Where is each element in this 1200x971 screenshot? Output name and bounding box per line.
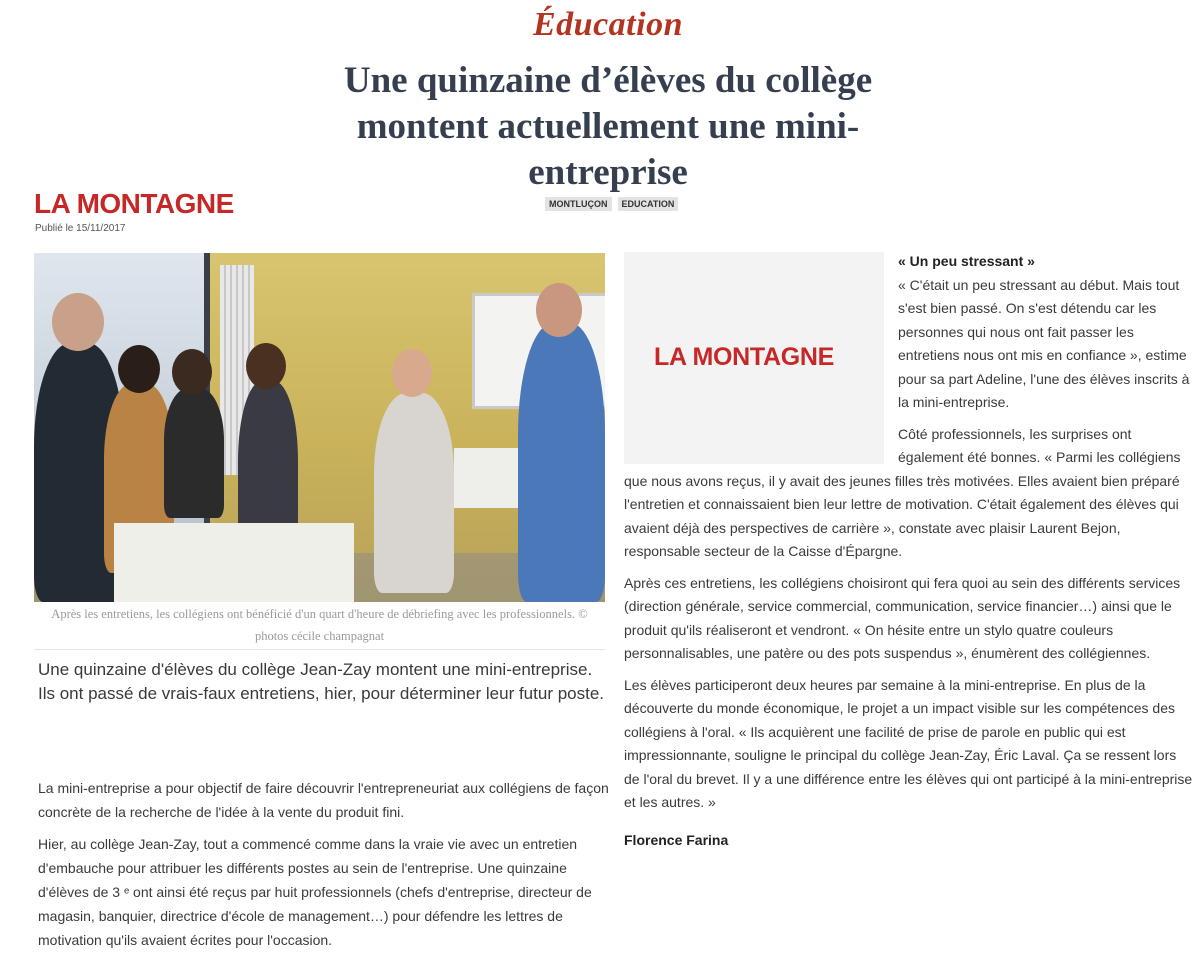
photo-head — [536, 283, 582, 337]
photo-person — [374, 393, 454, 593]
article-lead: Une quinzaine d'élèves du collège Jean-Zay montent une mini-entreprise. Ils ont passé de vrais-faux entretiens, hier, pour déterminer leur futur poste. — [38, 660, 605, 703]
photo-person — [164, 388, 224, 518]
paragraph: Côté professionnels, les surprises ont également été bonnes. « Parmi les collégiens que nous avons reçus, il y avait des jeunes filles très motivées. Elles avaient bien préparé l'entretien et connaissaient bien leur lettre de motivation. C'était également des élèves qui avaient déjà des perspectives de carrière », constate avec plaisir Laurent Bejon, responsable secteur de la Caisse d'Épargne. — [624, 425, 1181, 559]
tag-education[interactable]: EDUCATION — [618, 197, 679, 211]
paragraph: Hier, au collège Jean-Zay, tout a commencé comme dans la vraie vie avec un entretien d'embauche pour attribuer les différents postes au sein de l'entreprise. Une quinzaine d'élèves de 3 ᵉ ont ainsi été reçus par huit professionnels (chefs d'entreprise, directeur de magasin, banquier, directrice d'école de management…) pour défendre les lettres de motivation qu'ils avaient écrites pour l'occasion. — [38, 836, 592, 948]
photo-head — [172, 349, 212, 395]
subheading: « Un peu stressant » — [898, 253, 1035, 269]
paragraph: « C'était un peu stressant au début. Mais tout s'est bien passé. On s'est détendu car les personnes qui nous ont fait passer les entretiens nous ont mis en confiance », estime pour sa part Adeline, l'une des élèves inscrits à la mini-entreprise. — [898, 276, 1190, 410]
tag-list — [545, 197, 678, 211]
article-body-left — [38, 776, 610, 960]
paragraph: Les élèves participeront deux heures par semaine à la mini-entreprise. En plus de la découverte du monde économique, le projet a un impact visible sur les compétences des collégiens à l'oral. « Ils acquièrent une facilité de prise de parole en public qui est impressionnante, souligne le principal du collège Jean-Zay, Éric Laval. Ça se ressent lors de l'oral du brevet. Il y a une différence entre les élèves qui ont participé à la mini-entreprise et les autres. » — [624, 676, 1193, 810]
ad-brand-logo[interactable]: LA MONTAGNE — [654, 343, 835, 371]
section-title: Éducation — [533, 6, 683, 43]
paragraph: Après ces entretiens, les collégiens choisiront qui fera quoi au sein des différents services (direction générale, service commercial, communication, service financier…) ainsi que le produit qu'ils réaliseront et vendront. « On hésite entre un stylo quatre couleurs personnalisables, une patère ou des pots suspendus », énumèrent des collégiennes. — [624, 574, 1181, 661]
photo-head — [246, 343, 286, 389]
photo-head — [52, 293, 104, 351]
photo-head — [118, 345, 160, 393]
tag-montlucon[interactable]: MONTLUÇON — [545, 197, 612, 211]
publication-date: Publié le 15/11/2017 — [35, 223, 126, 234]
article-headline: Une quinzaine d’élèves du collège montent actuellement une mini-entreprise — [343, 60, 873, 193]
photo-caption: Après les entretiens, les collégiens ont bénéficié d'un quart d'heure de débriefing avec les professionnels. © photos cécile champagnat — [34, 603, 605, 650]
article-body-right — [624, 250, 1194, 860]
photo-desk-front — [114, 523, 354, 602]
brand-logo[interactable]: LA MONTAGNE — [34, 188, 234, 219]
photo-head — [392, 349, 432, 397]
author-name: Florence Farina — [624, 831, 729, 848]
paragraph: La mini-entreprise a pour objectif de faire découvrir l'entrepreneuriat aux collégiens de façon concrète de la recherche de l'idée à la vente du produit fini. — [38, 780, 609, 820]
photo-person — [518, 323, 605, 602]
article-photo — [34, 253, 605, 602]
